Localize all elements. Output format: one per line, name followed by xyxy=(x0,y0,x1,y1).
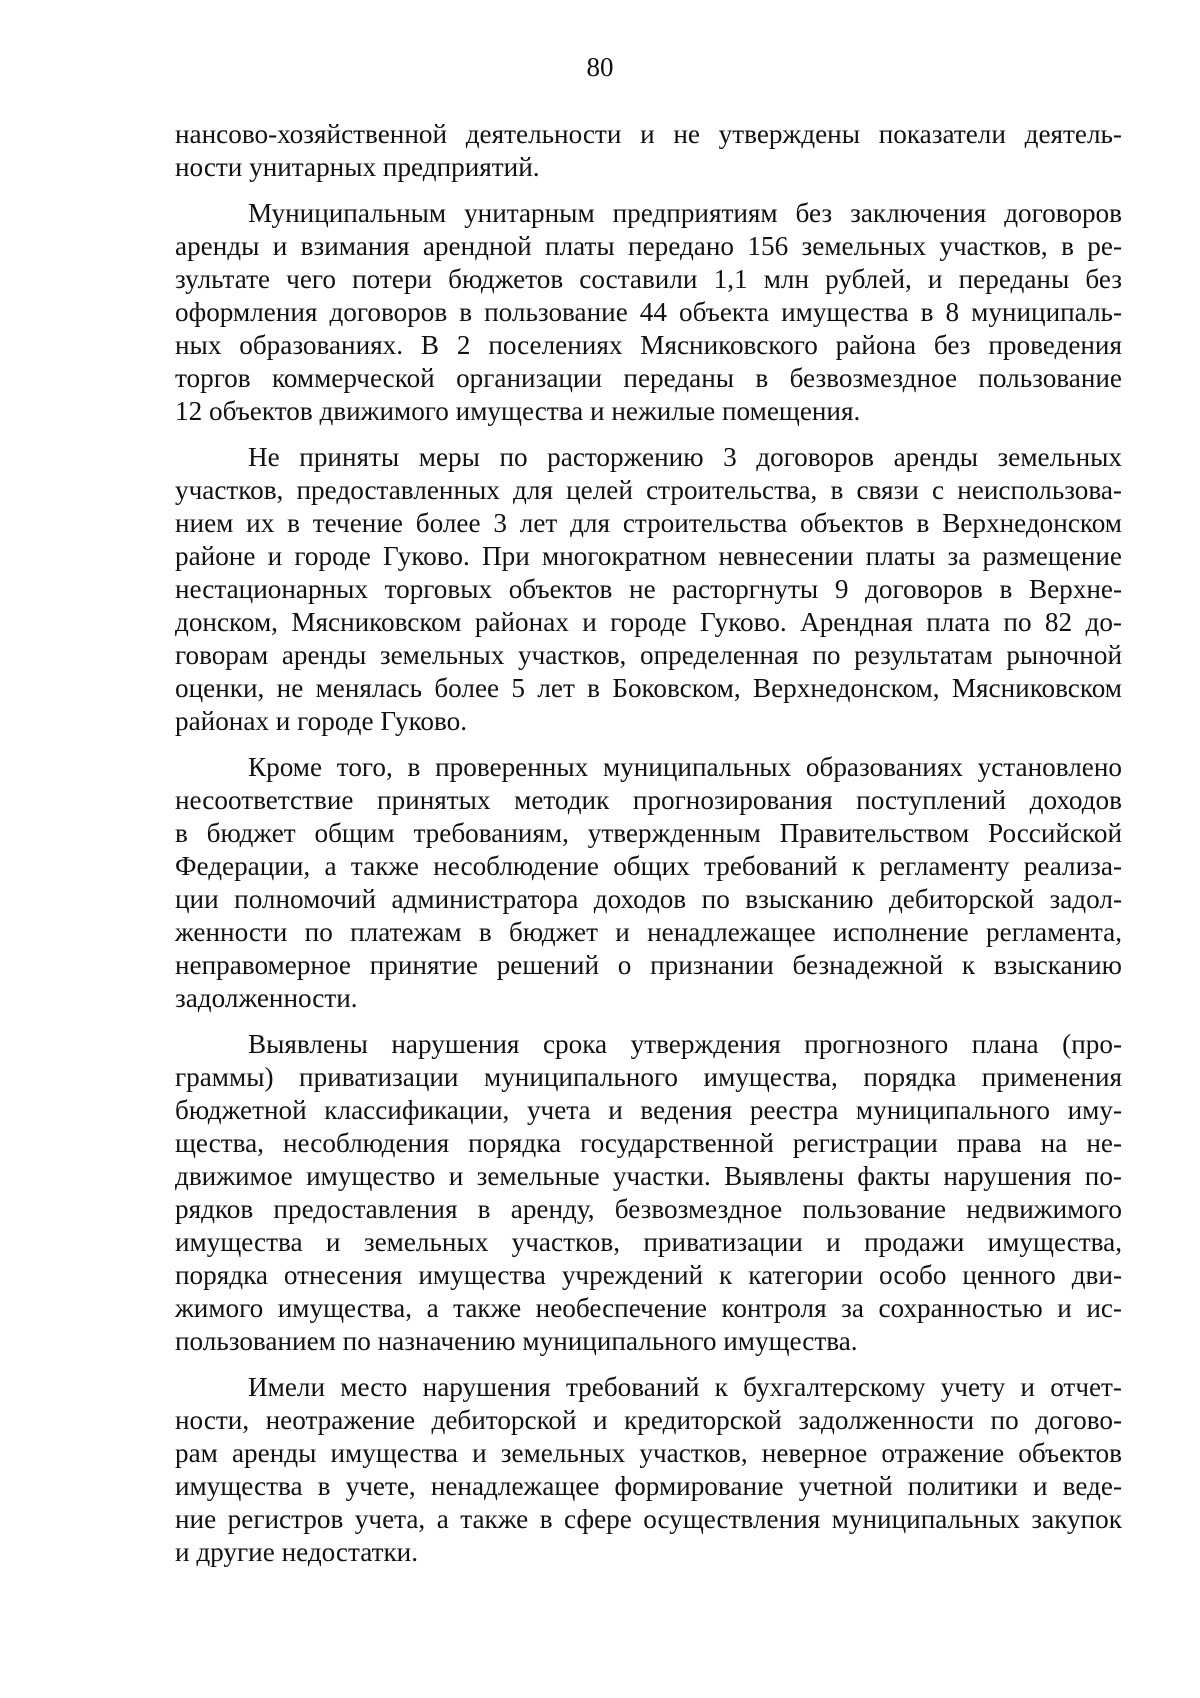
paragraph xyxy=(175,441,1122,738)
text-line: жимого имущества, а также необеспечение контроля за сохранностью и ис- xyxy=(175,1293,1122,1323)
text-line: нием их в течение более 3 лет для строительства объектов в Верхнедонском xyxy=(175,508,1122,538)
text-line: женности по платежам в бюджет и ненадлежащее исполнение регламента, xyxy=(175,917,1122,947)
text-line: несоответствие принятых методик прогнозирования поступлений доходов xyxy=(175,785,1122,815)
text-line: движимое имущество и земельные участки. Выявлены факты нарушения по- xyxy=(175,1161,1122,1191)
text-line: имущества и земельных участков, приватизации и продажи имущества, xyxy=(175,1227,1122,1257)
text-line: неправомерное принятие решений о признании безнадежной к взысканию xyxy=(175,950,1122,980)
text-line: нансово-хозяйственной деятельности и не утверждены показатели деятель- xyxy=(175,119,1122,149)
text-line: рядков предоставления в аренду, безвозмездное пользование недвижимого xyxy=(175,1194,1122,1224)
document-body xyxy=(175,118,1122,1582)
text-line: оформления договоров в пользование 44 объекта имущества в 8 муниципаль- xyxy=(175,297,1122,327)
text-line: задолженности. xyxy=(175,983,358,1013)
text-line: районах и городе Гуково. xyxy=(175,706,468,736)
text-line: аренды и взимания арендной платы передано 156 земельных участков, в ре- xyxy=(175,231,1122,261)
text-line: зультате чего потери бюджетов составили 1,1 млн рублей, и переданы без xyxy=(175,264,1122,294)
text-line: в бюджет общим требованиям, утвержденным Правительством Российской xyxy=(175,818,1122,848)
text-line: ние регистров учета, а также в сфере осуществления муниципальных закупок xyxy=(175,1504,1122,1534)
text-line: нестационарных торговых объектов не расторгнуты 9 договоров в Верхне- xyxy=(175,574,1122,604)
text-line: торгов коммерческой организации переданы в безвозмездное пользование xyxy=(175,363,1122,393)
text-line: пользованием по назначению муниципального имущества. xyxy=(175,1326,858,1356)
page-number: 80 xyxy=(586,52,614,82)
text-line: Муниципальным унитарным предприятиям без заключения договоров xyxy=(248,198,1122,228)
text-line: донском, Мясниковском районах и городе Гуково. Арендная плата по 82 до- xyxy=(175,607,1122,637)
text-line: Имели место нарушения требований к бухгалтерскому учету и отчет- xyxy=(248,1372,1122,1402)
text-line: оценки, не менялась более 5 лет в Боковском, Верхнедонском, Мясниковском xyxy=(175,673,1122,703)
paragraph xyxy=(175,197,1122,428)
text-line: ности унитарных предприятий. xyxy=(175,152,540,182)
text-line: Кроме того, в проверенных муниципальных образованиях установлено xyxy=(248,752,1122,782)
paragraph xyxy=(175,118,1122,184)
text-line: и другие недостатки. xyxy=(175,1537,419,1567)
text-line: 12 объектов движимого имущества и нежилые помещения. xyxy=(175,396,861,426)
text-line: бюджетной классификации, учета и ведения реестра муниципального иму- xyxy=(175,1095,1122,1125)
text-line: ции полномочий администратора доходов по взысканию дебиторской задол- xyxy=(175,884,1122,914)
text-line: районе и городе Гуково. При многократном невнесении платы за размещение xyxy=(175,541,1122,571)
paragraph xyxy=(175,751,1122,1015)
text-line: порядка отнесения имущества учреждений к категории особо ценного дви- xyxy=(175,1260,1122,1290)
text-line: Не приняты меры по расторжению 3 договоров аренды земельных xyxy=(248,442,1122,472)
text-line: Выявлены нарушения срока утверждения прогнозного плана (про- xyxy=(248,1029,1122,1059)
paragraph xyxy=(175,1371,1122,1569)
text-line: граммы) приватизации муниципального имущества, порядка применения xyxy=(175,1062,1122,1092)
text-line: имущества в учете, ненадлежащее формирование учетной политики и веде- xyxy=(175,1471,1122,1501)
text-line: щества, несоблюдения порядка государственной регистрации права на не- xyxy=(175,1128,1122,1158)
text-line: ных образованиях. В 2 поселениях Мясниковского района без проведения xyxy=(175,330,1122,360)
paragraph xyxy=(175,1028,1122,1358)
text-line: Федерации, а также несоблюдение общих требований к регламенту реализа- xyxy=(175,851,1122,881)
text-line: говорам аренды земельных участков, определенная по результатам рыночной xyxy=(175,640,1122,670)
text-line: ности, неотражение дебиторской и кредиторской задолженности по догово- xyxy=(175,1405,1122,1435)
text-line: рам аренды имущества и земельных участков, неверное отражение объектов xyxy=(175,1438,1122,1468)
text-line: участков, предоставленных для целей строительства, в связи с неиспользова- xyxy=(175,475,1122,505)
